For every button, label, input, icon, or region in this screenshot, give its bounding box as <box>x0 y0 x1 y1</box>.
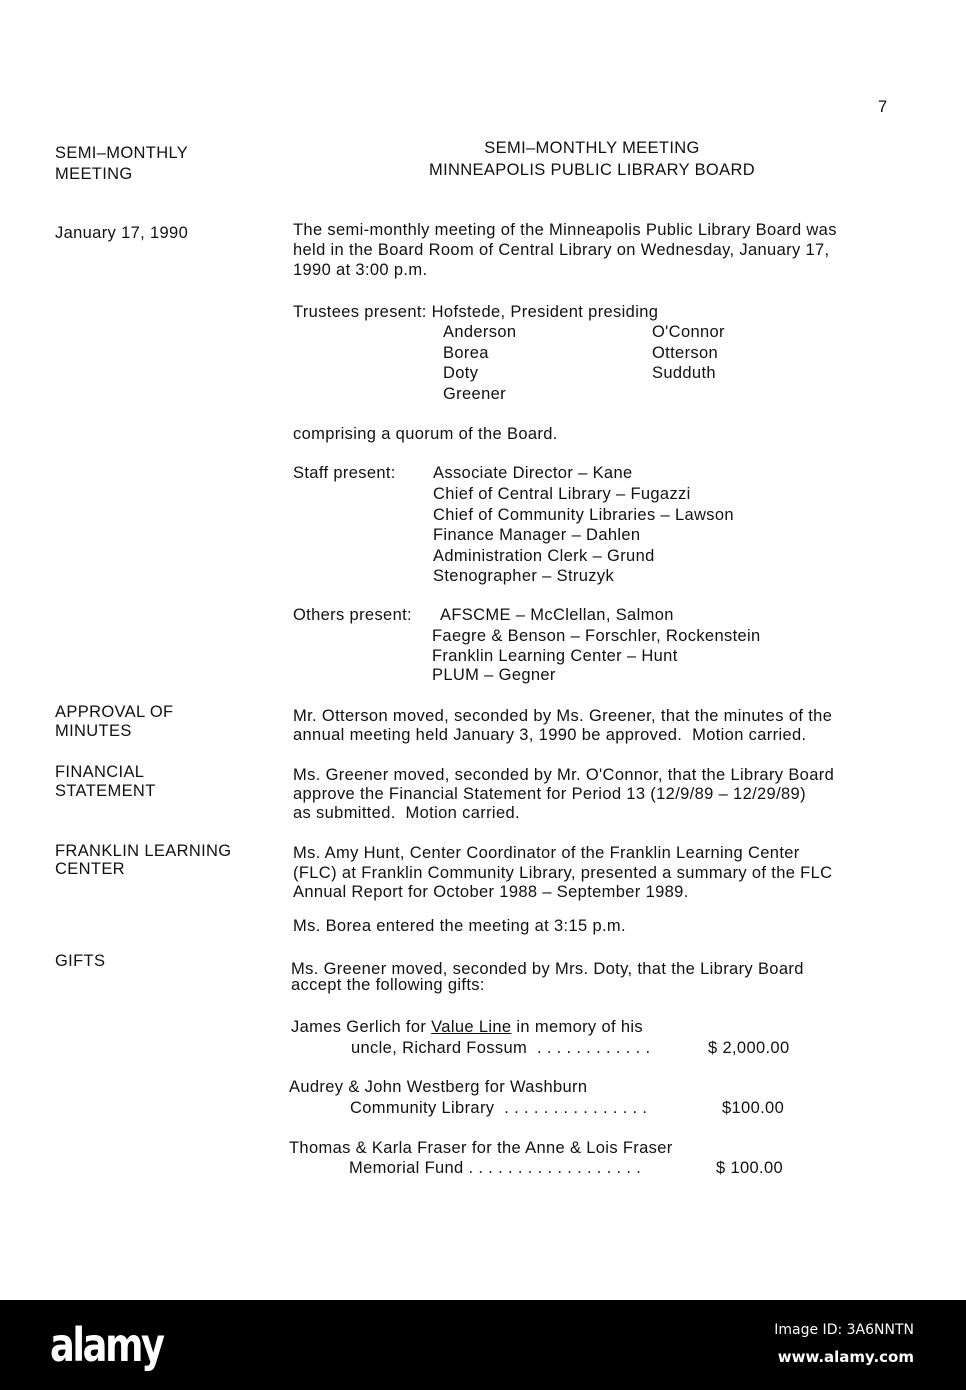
staff-item: Administration Clerk – Grund <box>433 547 655 565</box>
gift-leader: uncle, Richard Fossum . . . . . . . . . . . . <box>351 1039 651 1057</box>
gift-leader: Community Library . . . . . . . . . . . . . . . <box>350 1099 648 1117</box>
staff-item: Chief of Community Libraries – Lawson <box>433 506 734 524</box>
gift-text: in memory of his <box>511 1018 644 1036</box>
header-subtitle: MINNEAPOLIS PUBLIC LIBRARY BOARD <box>428 161 756 179</box>
gift-underlined-title: Value Line <box>431 1018 512 1036</box>
trustee: Doty <box>443 364 479 382</box>
margin-gifts: GIFTS <box>55 952 106 970</box>
margin-financial: FINANCIAL <box>55 763 145 781</box>
staff-item: Associate Director – Kane <box>433 464 633 482</box>
trustee: Otterson <box>652 344 719 362</box>
intro-line: held in the Board Room of Central Library on Wednesday, January 17, <box>293 241 830 259</box>
watermark-bar <box>0 1300 966 1390</box>
image-id: Image ID: 3A6NNTN <box>774 1322 914 1338</box>
gift-text: James Gerlich for <box>291 1018 432 1036</box>
margin-meeting: SEMI–MONTHLY <box>55 144 189 162</box>
gift-description <box>291 1017 643 1037</box>
gift-leader: Memorial Fund . . . . . . . . . . . . . . . . . . <box>349 1159 642 1177</box>
margin-date: January 17, 1990 <box>55 224 189 242</box>
borea-entered: Ms. Borea entered the meeting at 3:15 p.m. <box>293 917 626 935</box>
others-label: Others present: <box>293 606 412 624</box>
gift-description: Thomas & Karla Fraser for the Anne & Lois Fraser <box>289 1139 673 1157</box>
header-title: SEMI–MONTHLY MEETING <box>484 139 700 157</box>
margin-flc: FRANKLIN LEARNING <box>55 842 232 860</box>
staff-label: Staff present: <box>293 464 396 482</box>
trustee: Sudduth <box>652 364 716 382</box>
margin-financial: STATEMENT <box>55 782 156 800</box>
others-item: AFSCME – McClellan, Salmon <box>440 606 674 624</box>
flc-line: (FLC) at Franklin Community Library, presented a summary of the FLC <box>293 864 833 882</box>
others-item: PLUM – Gegner <box>432 666 556 684</box>
trustees-label: Trustees present: Hofstede, President presiding <box>293 303 659 321</box>
gifts-line: Ms. Greener moved, seconded by Mrs. Doty, that the Library Board <box>291 960 804 978</box>
trustee: Anderson <box>443 323 517 341</box>
margin-flc: CENTER <box>55 860 125 878</box>
trustee: Borea <box>443 344 489 362</box>
others-item: Franklin Learning Center – Hunt <box>432 647 678 665</box>
staff-item: Stenographer – Struzyk <box>433 567 615 585</box>
approval-line: Mr. Otterson moved, seconded by Ms. Greener, that the minutes of the <box>293 707 833 725</box>
flc-line: Annual Report for October 1988 – September 1989. <box>293 883 689 901</box>
gifts-line: accept the following gifts: <box>291 976 485 994</box>
intro-line: The semi-monthly meeting of the Minneapolis Public Library Board was <box>293 221 837 239</box>
financial-line: Ms. Greener moved, seconded by Mr. O'Connor, that the Library Board <box>293 766 835 784</box>
gift-description: Audrey & John Westberg for Washburn <box>289 1078 588 1096</box>
alamy-logo: alamy <box>50 1318 163 1372</box>
quorum-text: comprising a quorum of the Board. <box>293 425 558 443</box>
margin-approval: MINUTES <box>55 722 132 740</box>
margin-meeting: MEETING <box>55 165 133 183</box>
staff-item: Chief of Central Library – Fugazzi <box>433 485 691 503</box>
trustee: Greener <box>443 385 506 403</box>
financial-line: as submitted. Motion carried. <box>293 804 520 822</box>
site-url: www.alamy.com <box>777 1348 914 1366</box>
gift-amount: $ 100.00 <box>716 1159 784 1177</box>
staff-item: Finance Manager – Dahlen <box>433 526 641 544</box>
gift-amount: $ 2,000.00 <box>708 1039 790 1057</box>
financial-line: approve the Financial Statement for Period 13 (12/9/89 – 12/29/89) <box>293 785 806 803</box>
page-number: 7 <box>878 98 888 116</box>
trustee: O'Connor <box>652 323 725 341</box>
flc-line: Ms. Amy Hunt, Center Coordinator of the Franklin Learning Center <box>293 844 800 862</box>
approval-line: annual meeting held January 3, 1990 be approved. Motion carried. <box>293 726 807 744</box>
gift-amount: $100.00 <box>722 1099 785 1117</box>
intro-line: 1990 at 3:00 p.m. <box>293 261 428 279</box>
margin-approval: APPROVAL OF <box>55 703 174 721</box>
others-item: Faegre & Benson – Forschler, Rockenstein <box>432 627 761 645</box>
